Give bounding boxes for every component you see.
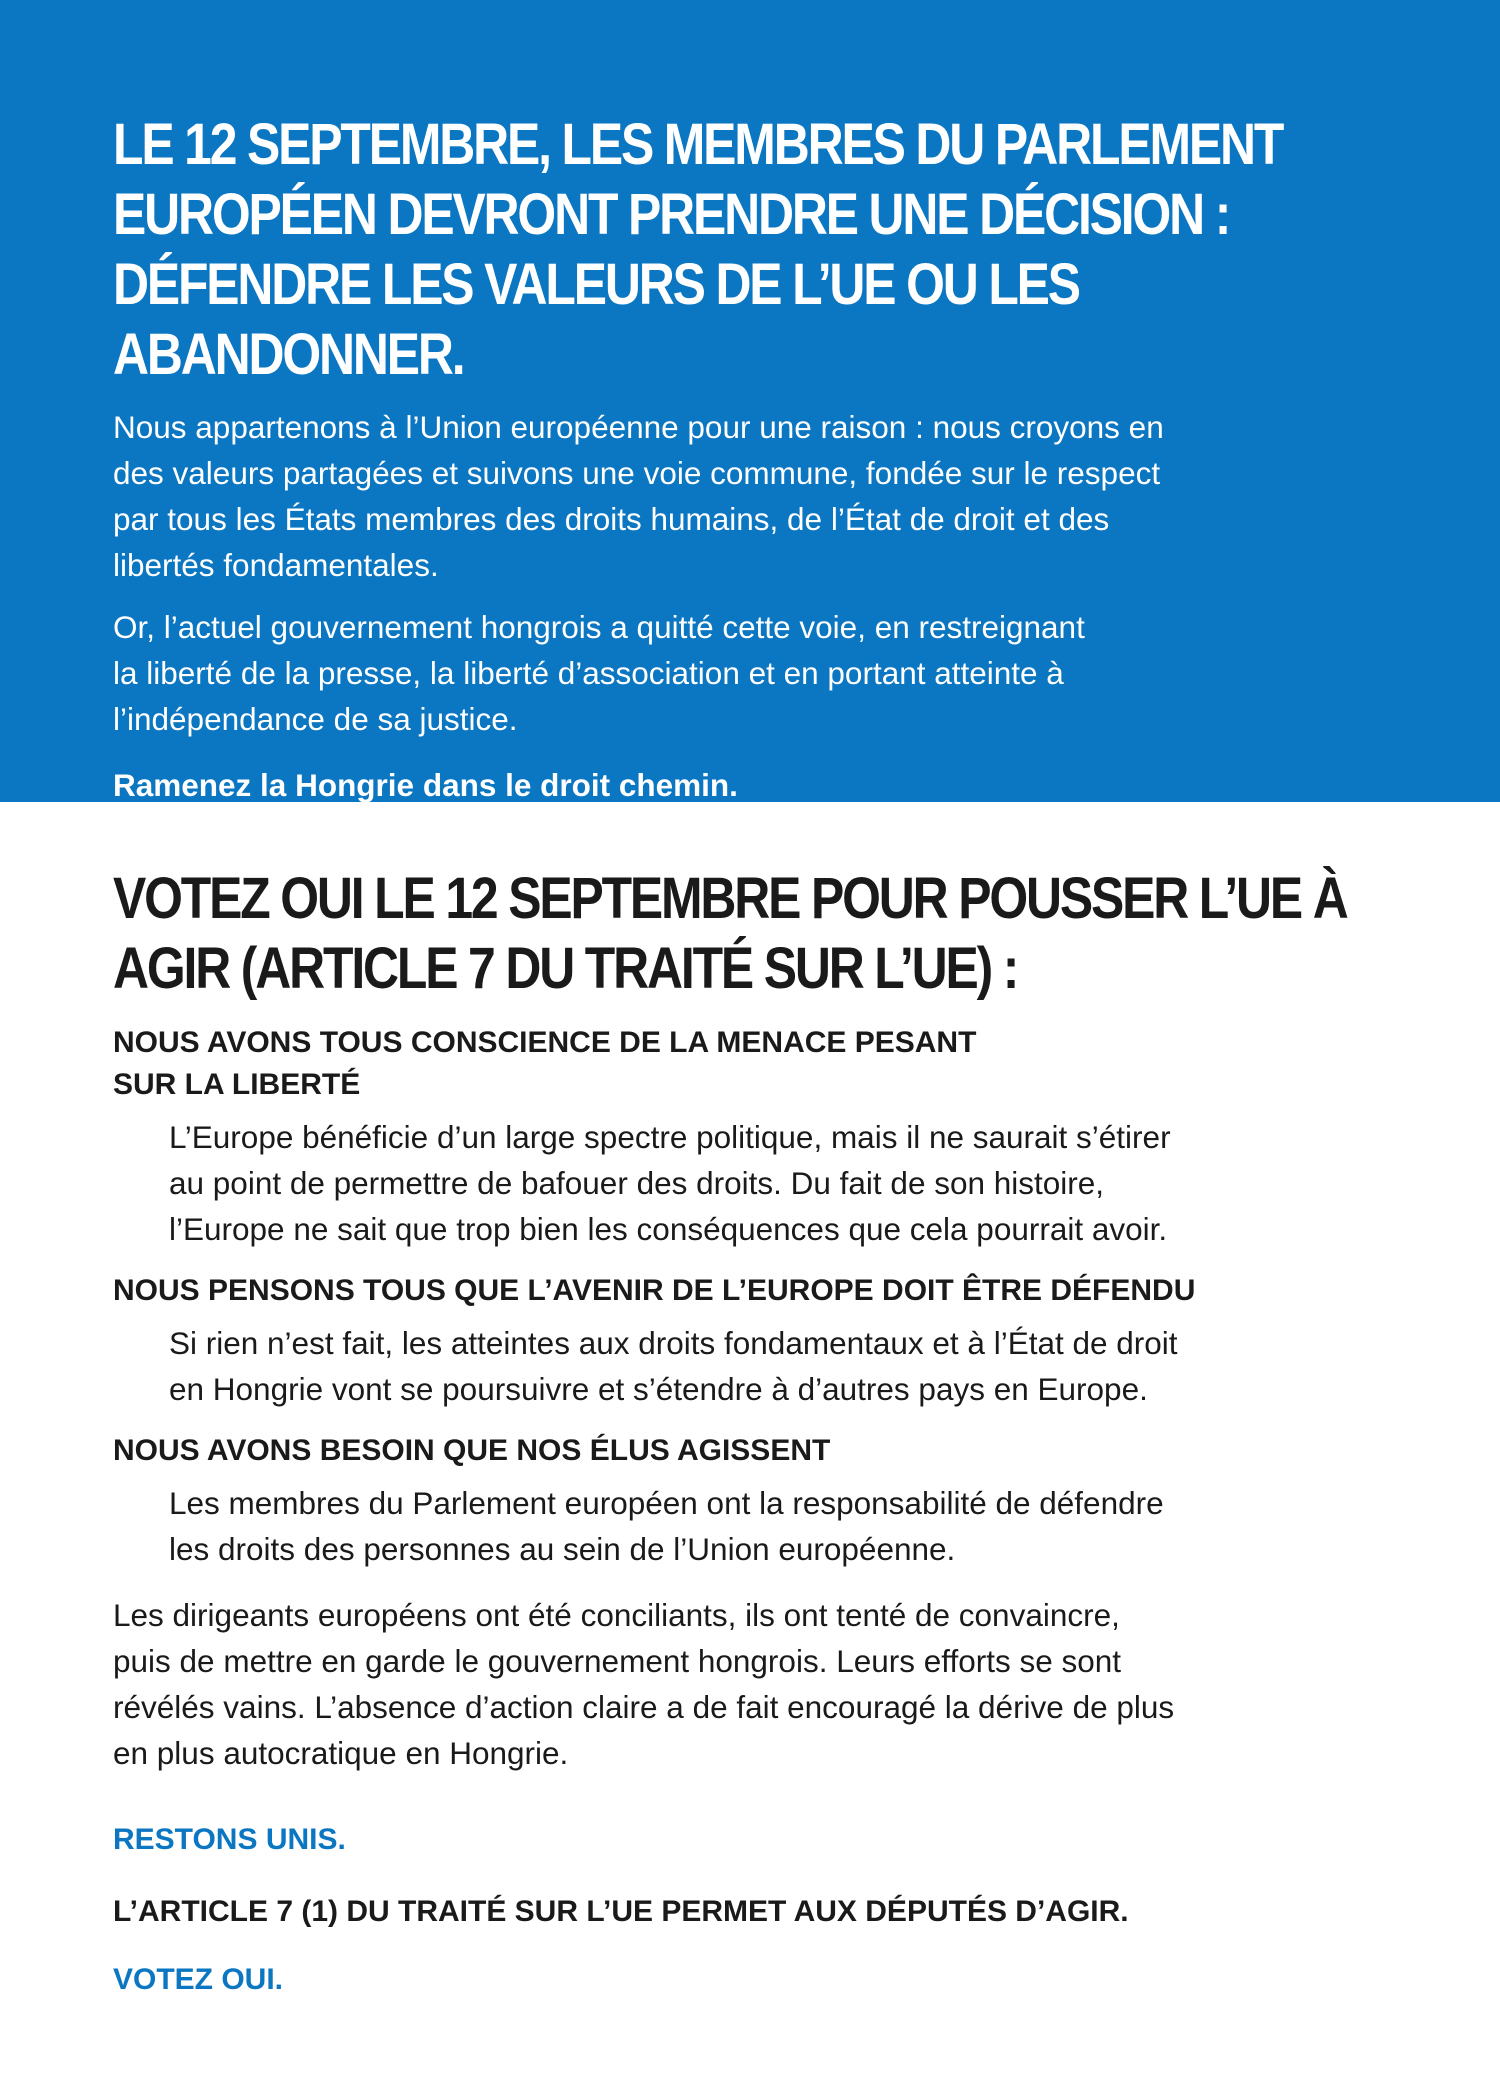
section-title-future: [113, 1270, 1410, 1312]
main-section: [0, 802, 1500, 2000]
main-headline: [113, 864, 1377, 1004]
section-body-threat: [169, 1114, 1410, 1252]
text-line: Les dirigeants européens ont été conciliants, ils ont tenté de convaincre,: [113, 1597, 1120, 1633]
headline-line: AGIR (ARTICLE 7 DU TRAITÉ SUR L’UE) :: [113, 936, 1018, 1001]
text-line: l’Europe ne sait que trop bien les conséquences que cela pourrait avoir.: [169, 1211, 1168, 1247]
text-line: NOUS AVONS BESOIN QUE NOS ÉLUS AGISSENT: [113, 1434, 831, 1467]
votez-oui: VOTEZ OUI.: [113, 1963, 284, 1996]
text-line: Si rien n’est fait, les atteintes aux droits fondamentaux et à l’État de droit: [169, 1325, 1178, 1361]
text-line: les droits des personnes au sein de l’Union européenne.: [169, 1531, 956, 1567]
text-line: en plus autocratique en Hongrie.: [113, 1735, 569, 1771]
restons-unis: RESTONS UNIS.: [113, 1823, 346, 1856]
text-line: libertés fondamentales.: [113, 547, 439, 583]
headline-line: DÉFENDRE LES VALEURS DE L’UE OU LES ABANDONNER.: [113, 252, 1079, 387]
intro-paragraph-1: [113, 404, 1400, 588]
text-line: puis de mettre en garde le gouvernement hongrois. Leurs efforts se sont: [113, 1643, 1122, 1679]
text-line: L’Europe bénéficie d’un large spectre politique, mais il ne saurait s’étirer: [169, 1119, 1171, 1155]
section-title-threat: [113, 1022, 1410, 1106]
text-line: SUR LA LIBERTÉ: [113, 1068, 361, 1101]
headline-line: EUROPÉEN DEVRONT PRENDRE UNE DÉCISION :: [113, 182, 1230, 247]
hero-headline: [113, 110, 1377, 390]
text-line: Les membres du Parlement européen ont la responsabilité de défendre: [169, 1485, 1164, 1521]
text-line: par tous les États membres des droits humains, de l’État de droit et des: [113, 501, 1110, 537]
text-line: au point de permettre de bafouer des droits. Du fait de son histoire,: [169, 1165, 1105, 1201]
text-line: Nous appartenons à l’Union européenne pour une raison : nous croyons en: [113, 409, 1164, 445]
section-title-elected: [113, 1430, 1410, 1472]
headline-line: LE 12 SEPTEMBRE, LES MEMBRES DU PARLEMENT: [113, 112, 1283, 177]
article-statement: L’ARTICLE 7 (1) DU TRAITÉ SUR L’UE PERMET AUX DÉPUTÉS D’AGIR.: [113, 1895, 1129, 1928]
text-line: des valeurs partagées et suivons une voie commune, fondée sur le respect: [113, 455, 1161, 491]
text-line: NOUS PENSONS TOUS QUE L’AVENIR DE L’EUROPE DOIT ÊTRE DÉFENDU: [113, 1274, 1196, 1307]
closing-paragraph: [113, 1592, 1410, 1776]
call-to-action: Ramenez la Hongrie dans le droit chemin.: [113, 767, 738, 803]
text-line: NOUS AVONS TOUS CONSCIENCE DE LA MENACE PESANT: [113, 1026, 977, 1059]
text-line: Or, l’actuel gouvernement hongrois a quitté cette voie, en restreignant: [113, 609, 1085, 645]
section-body-elected: [169, 1480, 1410, 1572]
text-line: l’indépendance de sa justice.: [113, 701, 518, 737]
text-line: la liberté de la presse, la liberté d’association et en portant atteinte à: [113, 655, 1064, 691]
headline-line: VOTEZ OUI LE 12 SEPTEMBRE POUR POUSSER L’UE À: [113, 866, 1347, 931]
text-line: révélés vains. L’absence d’action claire a de fait encouragé la dérive de plus: [113, 1689, 1175, 1725]
hero-section: [0, 0, 1500, 802]
text-line: en Hongrie vont se poursuivre et s’étendre à d’autres pays en Europe.: [169, 1371, 1148, 1407]
section-body-future: [169, 1320, 1410, 1412]
intro-paragraph-2: [113, 604, 1400, 742]
